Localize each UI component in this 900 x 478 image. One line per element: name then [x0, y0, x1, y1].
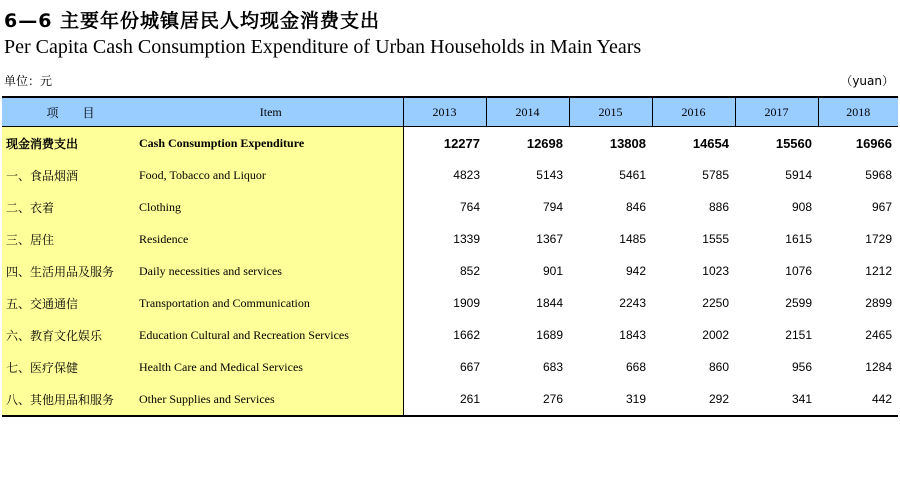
- table-row: [2, 127, 898, 160]
- table-row: [2, 351, 898, 383]
- value-cell: 1615: [785, 232, 812, 246]
- value-cell: 2243: [619, 296, 646, 310]
- table-row: [2, 223, 898, 255]
- table-body: [2, 127, 898, 417]
- value-cell: 764: [459, 200, 480, 214]
- value-cell: 5785: [702, 168, 729, 182]
- value-cell: 1284: [865, 360, 892, 374]
- unit-label-en: （yuan）: [840, 74, 894, 88]
- value-cell: 276: [486, 383, 569, 416]
- value-cell: 1909: [453, 296, 480, 310]
- row-label-cn: 八、其他用品和服务: [2, 383, 139, 416]
- value-cell: 16966: [855, 135, 892, 151]
- header-year: 2017: [735, 97, 818, 127]
- page-title-cn: 6—6 主要年份城镇居民人均现金消费支出: [4, 10, 381, 32]
- table-header-row: [2, 97, 898, 127]
- value-cell: 5914: [785, 168, 812, 182]
- table-row: [2, 383, 898, 416]
- value-cell: 1662: [453, 328, 480, 342]
- value-cell: 5461: [619, 168, 646, 182]
- row-label-en: Cash Consumption Expenditure: [139, 127, 403, 160]
- header-year: 2013: [403, 97, 486, 127]
- unit-label-cn: 单位：元: [4, 74, 53, 88]
- row-label-cn: 三、居住: [2, 223, 139, 255]
- value-cell: 901: [542, 264, 563, 278]
- value-cell: 2899: [865, 296, 892, 310]
- value-cell: 846: [625, 200, 646, 214]
- value-cell: 860: [708, 360, 729, 374]
- expenditure-table: [2, 96, 898, 417]
- row-label-cn: 六、教育文化娱乐: [2, 319, 139, 351]
- header-item-cn: 项 目: [2, 97, 139, 127]
- value-cell: 794: [542, 200, 563, 214]
- value-cell: 14654: [692, 135, 729, 151]
- value-cell: 956: [791, 360, 812, 374]
- value-cell: 2151: [785, 328, 812, 342]
- value-cell: 5968: [865, 168, 892, 182]
- header-year: 2015: [569, 97, 652, 127]
- row-label-cn: 四、生活用品及服务: [2, 255, 139, 287]
- value-cell: 13808: [609, 135, 646, 151]
- row-label-en: Clothing: [139, 191, 403, 223]
- table-row: [2, 191, 898, 223]
- value-cell: 967: [871, 200, 892, 214]
- row-label-en: Other Supplies and Services: [139, 383, 403, 416]
- value-cell: 668: [625, 360, 646, 374]
- value-cell: 2599: [785, 296, 812, 310]
- row-label-cn: 一、食品烟酒: [2, 159, 139, 191]
- value-cell: 1689: [536, 328, 563, 342]
- value-cell: 2465: [865, 328, 892, 342]
- value-cell: 2250: [702, 296, 729, 310]
- row-label-en: Education Cultural and Recreation Services: [139, 319, 403, 351]
- value-cell: 1555: [702, 232, 729, 246]
- value-cell: 667: [459, 360, 480, 374]
- row-label-en: Daily necessities and services: [139, 255, 403, 287]
- value-cell: 886: [708, 200, 729, 214]
- value-cell: 1339: [453, 232, 480, 246]
- table-row: [2, 255, 898, 287]
- value-cell: 319: [569, 383, 652, 416]
- row-label-cn: 现金消费支出: [2, 127, 139, 160]
- value-cell: 2002: [702, 328, 729, 342]
- value-cell: 292: [652, 383, 735, 416]
- header-item-en: Item: [139, 97, 403, 127]
- page-title-en: Per Capita Cash Consumption Expenditure of Urban Households in Main Years: [4, 36, 642, 58]
- row-label-en: Food, Tobacco and Liquor: [139, 159, 403, 191]
- value-cell: 942: [625, 264, 646, 278]
- value-cell: 5143: [536, 168, 563, 182]
- value-cell: 15560: [775, 135, 812, 151]
- value-cell: 442: [818, 383, 898, 416]
- value-cell: 1367: [536, 232, 563, 246]
- value-cell: 1844: [536, 296, 563, 310]
- value-cell: 1485: [619, 232, 646, 246]
- value-cell: 1076: [785, 264, 812, 278]
- row-label-en: Health Care and Medical Services: [139, 351, 403, 383]
- value-cell: 4823: [453, 168, 480, 182]
- header-year: 2018: [818, 97, 898, 127]
- value-cell: 341: [735, 383, 818, 416]
- value-cell: 683: [542, 360, 563, 374]
- value-cell: 1729: [865, 232, 892, 246]
- table-row: [2, 287, 898, 319]
- table-row: [2, 319, 898, 351]
- row-label-cn: 二、衣着: [2, 191, 139, 223]
- row-label-en: Residence: [139, 223, 403, 255]
- value-cell: 1212: [865, 264, 892, 278]
- row-label-cn: 五、交通通信: [2, 287, 139, 319]
- value-cell: 1023: [702, 264, 729, 278]
- value-cell: 1843: [619, 328, 646, 342]
- value-cell: 12277: [443, 135, 480, 151]
- row-label-cn: 七、医疗保健: [2, 351, 139, 383]
- row-label-en: Transportation and Communication: [139, 287, 403, 319]
- table-row: [2, 159, 898, 191]
- value-cell: 261: [403, 383, 486, 416]
- value-cell: 852: [459, 264, 480, 278]
- value-cell: 12698: [526, 135, 563, 151]
- header-year: 2014: [486, 97, 569, 127]
- header-year: 2016: [652, 97, 735, 127]
- value-cell: 908: [791, 200, 812, 214]
